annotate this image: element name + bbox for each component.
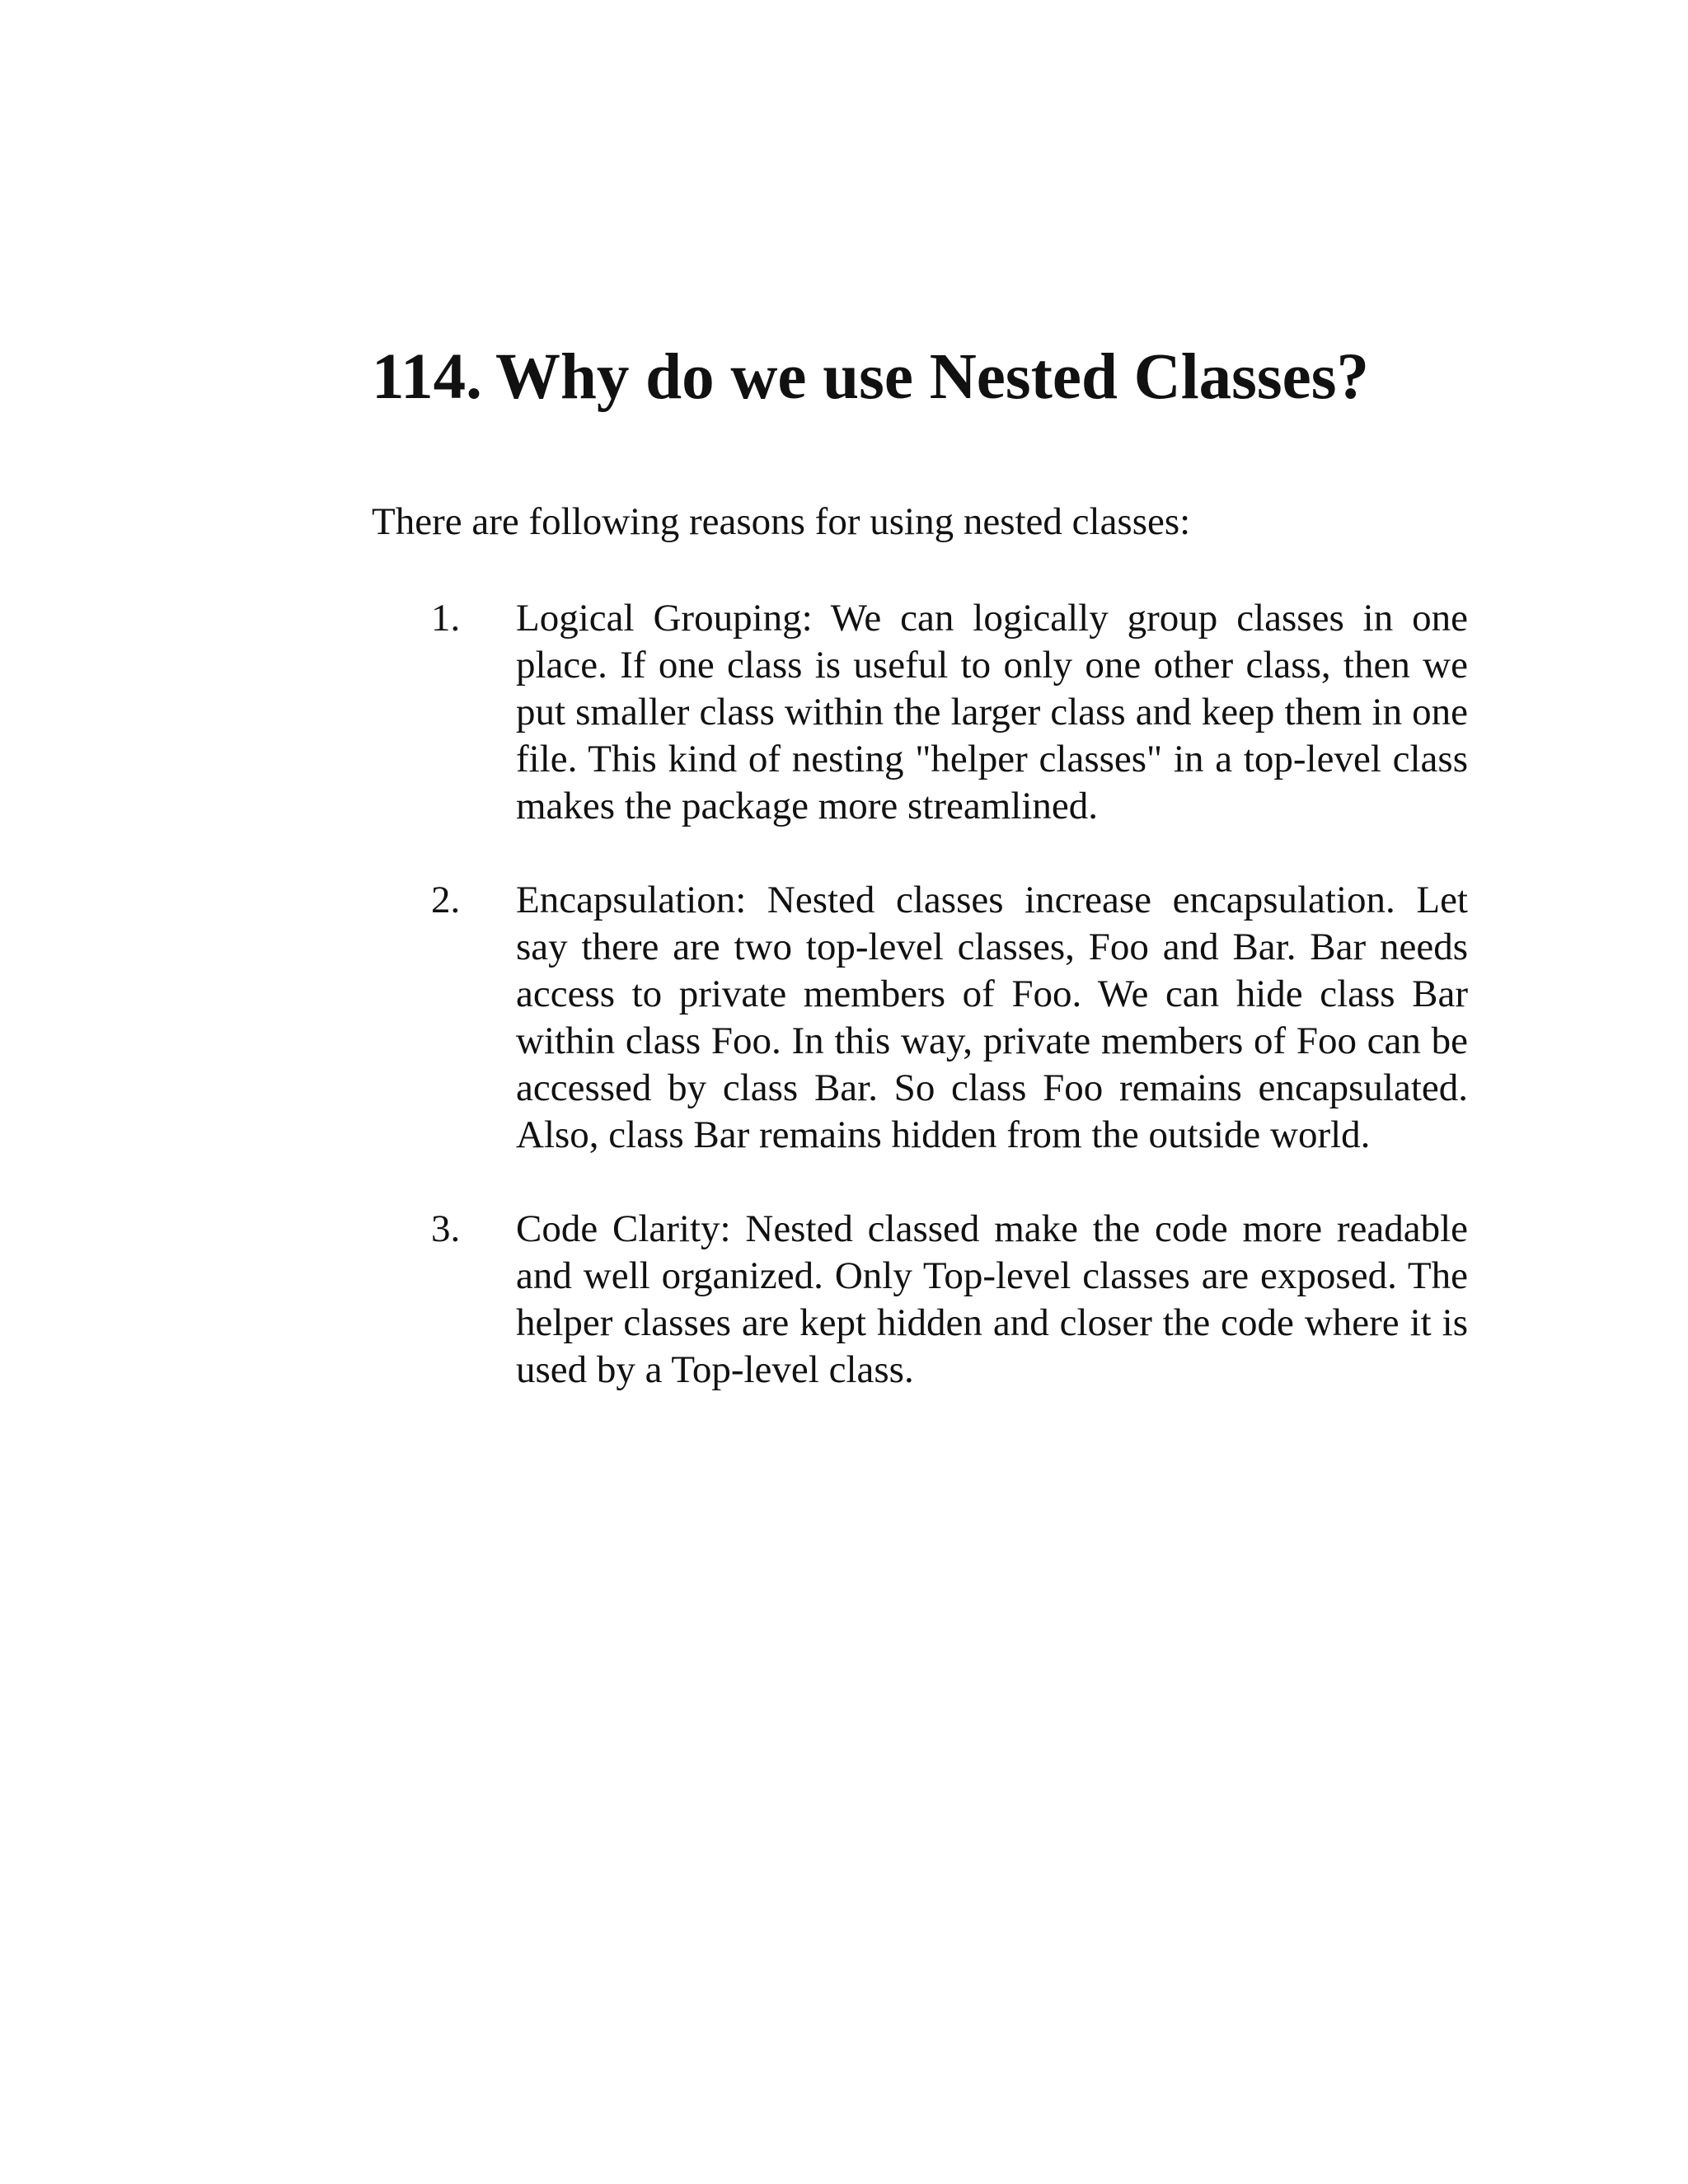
intro-paragraph: There are following reasons for using nested classes:	[372, 500, 1191, 543]
list-item-number: 3.	[431, 1207, 461, 1250]
list-item	[372, 1206, 1468, 1394]
list-item	[372, 877, 1468, 1159]
list-item-number: 2.	[431, 879, 461, 921]
reasons-list	[372, 595, 1468, 1441]
list-item-text: Code Clarity: Nested classed make the code more readable and well organized. Only Top-level classes are exposed. The helper classes are kept hidden and closer the code where it is used by a Top-level class.	[516, 1207, 1468, 1391]
list-item-number: 1.	[431, 597, 461, 640]
list-item	[372, 595, 1468, 830]
question-number: 114.	[372, 341, 482, 413]
list-item-text: Logical Grouping: We can logically group classes in one place. If one class is useful to only one other class, then we put smaller class within the larger class and keep them in one file. This kind of nesting "helper classes" in a top-level class makes the package more streamlined.	[516, 597, 1468, 827]
page-title	[372, 342, 1369, 414]
question-title: Why do we use Nested Classes?	[495, 341, 1369, 413]
list-item-text: Encapsulation: Nested classes increase encapsulation. Let say there are two top-level classes, Foo and Bar. Bar needs access to private members of Foo. We can hide class Bar within class Foo. In this way, private members of Foo can be accessed by class Bar. So class Foo remains encapsulated. Also, class Bar remains hidden from the outside world.	[516, 879, 1468, 1156]
